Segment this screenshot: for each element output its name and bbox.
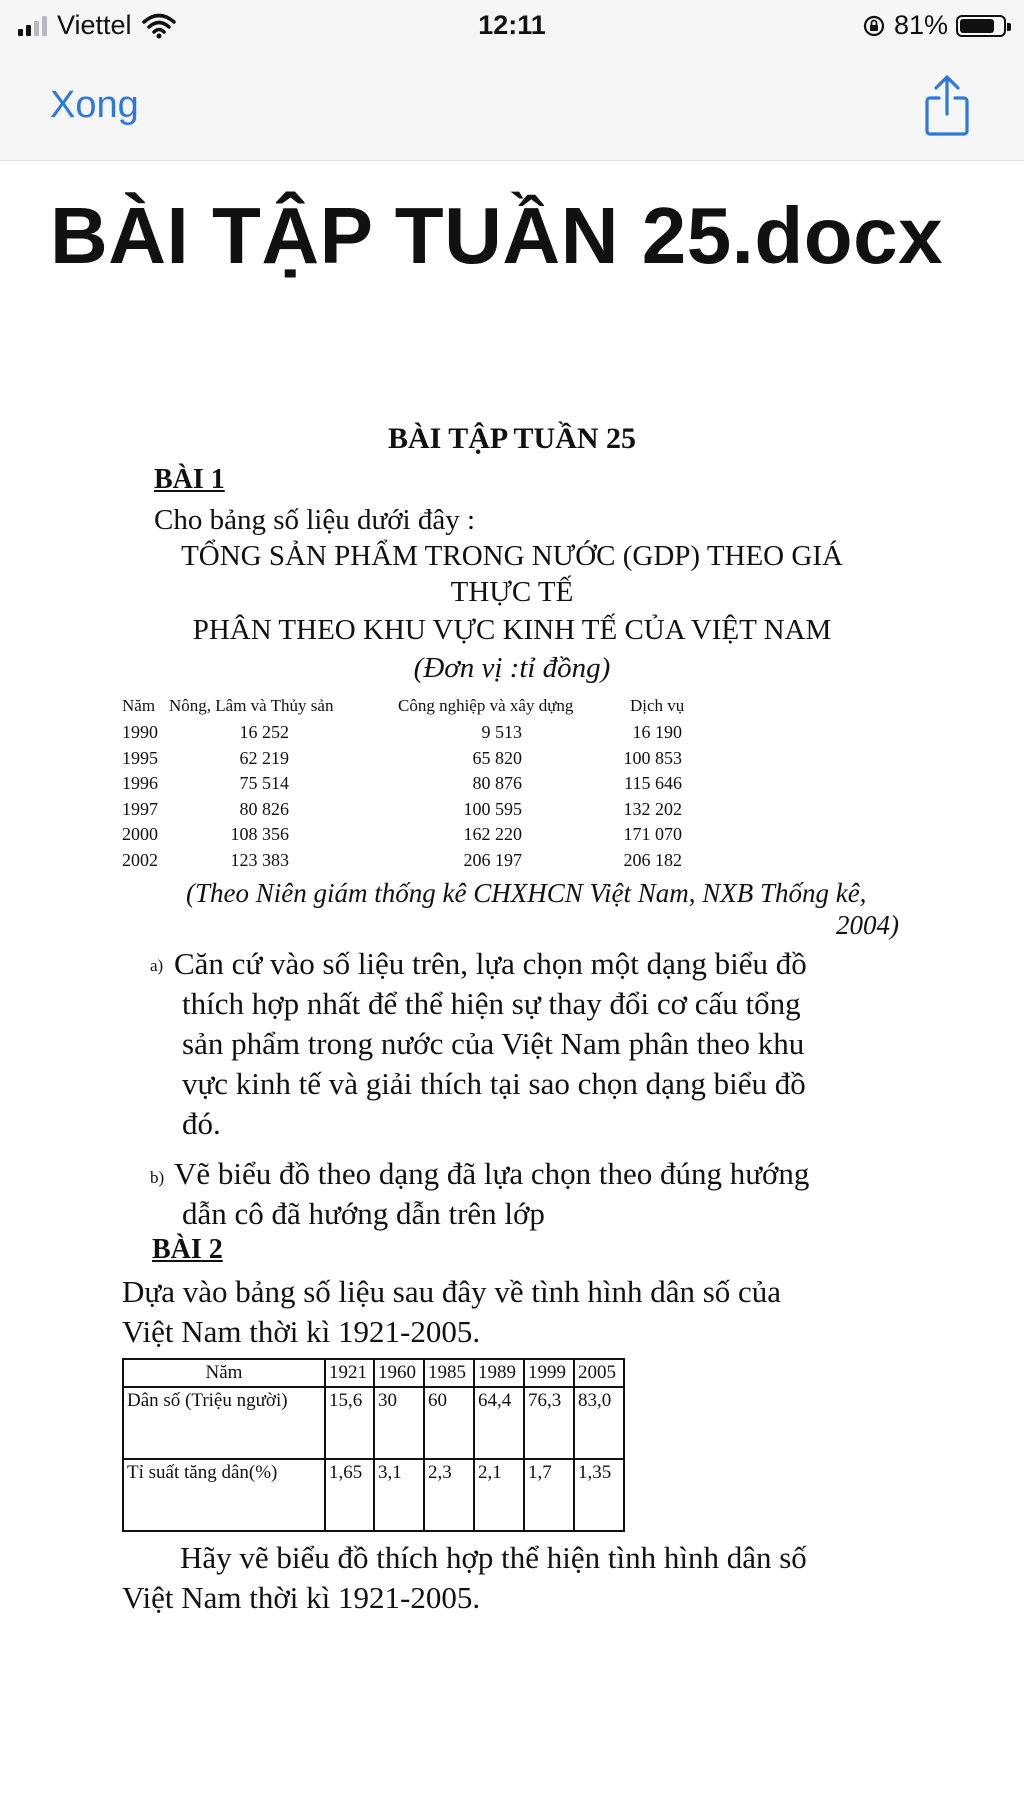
pop-cell: 1,7 <box>524 1459 574 1531</box>
bai1-source-line2: 2004) <box>836 910 899 940</box>
status-bar <box>0 0 1024 54</box>
question-a-line: thích hợp nhất để thể hiện sự thay đổi cơ cấu tổng <box>182 986 801 1021</box>
gdp-table-cell: 115 646 <box>624 773 682 793</box>
question-b-line: dẫn cô đã hướng dẫn trên lớp <box>182 1196 545 1231</box>
bai1-label: BÀI 1 <box>154 464 225 495</box>
question-b-marker: b) <box>150 1168 165 1187</box>
question-a-marker: a) <box>150 956 164 975</box>
gdp-table-cell: 2000 <box>122 824 158 844</box>
pop-year: 1985 <box>424 1359 474 1387</box>
question-a-line: đó. <box>182 1106 221 1141</box>
bai2-label: BÀI 2 <box>152 1234 223 1265</box>
gdp-header-industry: Công nghiệp và xây dựng <box>398 696 574 715</box>
doc-heading: BÀI TẬP TUẦN 25 <box>387 422 637 455</box>
gdp-table-cell: 1997 <box>122 798 158 819</box>
orientation-lock-icon <box>862 14 886 38</box>
bai1-intro: Cho bảng số liệu dưới đây : <box>154 504 476 536</box>
gdp-table-cell: 108 356 <box>230 824 289 844</box>
question-a-line: vực kinh tế và giải thích tại sao chọn dạng biểu đồ <box>182 1066 806 1101</box>
gdp-table-cell: 62 219 <box>239 747 289 768</box>
pop-cell: 1,65 <box>325 1459 374 1531</box>
gdp-table-cell: 1990 <box>122 722 158 742</box>
bai1-table-title-line2: THỰC TẾ <box>450 576 574 608</box>
bai1-unit: (Đơn vị :tỉ đồng) <box>413 652 611 684</box>
status-time: 12:11 <box>478 10 546 40</box>
bai2-task-line1: Hãy vẽ biểu đồ thích hợp thể hiện tình hình dân số <box>180 1540 807 1575</box>
done-button[interactable]: Xong <box>50 84 139 126</box>
pop-cell: 2,1 <box>474 1459 524 1531</box>
bai1-table-title-line1: TỔNG SẢN PHẨM TRONG NƯỚC (GDP) THEO GIÁ <box>181 540 843 572</box>
gdp-table-cell: 162 220 <box>463 824 522 844</box>
battery-percentage: 81% <box>893 10 948 40</box>
pop-cell: 2,3 <box>424 1459 474 1531</box>
question-a-line: Căn cứ vào số liệu trên, lựa chọn một dạng biểu đồ <box>174 946 807 981</box>
pop-year: 1989 <box>474 1359 524 1387</box>
gdp-table-cell: 9 513 <box>481 722 522 742</box>
question-b-line: Vẽ biểu đồ theo dạng đã lựa chọn theo đúng hướng <box>174 1156 810 1191</box>
bai2-intro-line2: Việt Nam thời kì 1921-2005. <box>122 1314 481 1349</box>
pop-cell: 76,3 <box>524 1387 574 1459</box>
pop-cell: 64,4 <box>474 1387 524 1459</box>
pop-row1-label: Dân số (Triệu người) <box>123 1387 325 1459</box>
pop-cell: 1,35 <box>574 1459 624 1531</box>
gdp-table-cell: 206 197 <box>463 849 522 870</box>
navigation-bar <box>0 54 1024 161</box>
gdp-table-cell: 100 853 <box>623 747 682 768</box>
gdp-table-cell: 123 383 <box>230 849 289 870</box>
population-table <box>122 1358 625 1532</box>
pop-cell: 30 <box>374 1387 424 1459</box>
gdp-table-cell: 1996 <box>122 773 158 793</box>
gdp-table-cell: 16 252 <box>239 722 289 742</box>
pop-year: 1921 <box>325 1359 374 1387</box>
pop-cell: 3,1 <box>374 1459 424 1531</box>
gdp-table-cell: 16 190 <box>632 722 682 742</box>
pop-header-label: Năm <box>123 1359 325 1387</box>
bai1-table-title-line3: PHÂN THEO KHU VỰC KINH TẾ CỦA VIỆT NAM <box>192 614 832 646</box>
gdp-table-cell: 65 820 <box>472 747 522 768</box>
table-row <box>123 1459 624 1531</box>
gdp-header-year: Năm <box>122 696 156 715</box>
bai2-intro-line1: Dựa vào bảng số liệu sau đây về tình hình dân số của <box>122 1274 782 1309</box>
bai1-source-line1: (Theo Niên giám thống kê CHXHCN Việt Nam, NXB Thống kê, <box>186 878 867 908</box>
pop-cell: 83,0 <box>574 1387 624 1459</box>
pop-year: 1960 <box>374 1359 424 1387</box>
gdp-table-cell: 80 876 <box>472 773 522 793</box>
gdp-header-services: Dịch vụ <box>630 696 685 715</box>
table-row <box>123 1387 624 1459</box>
pop-cell: 15,6 <box>325 1387 374 1459</box>
document-title: BÀI TẬP TUẦN 25.docx <box>50 191 944 280</box>
carrier-name: Viettel <box>57 10 132 40</box>
gdp-table-cell: 171 070 <box>623 824 682 844</box>
gdp-table-cell: 206 182 <box>623 849 682 870</box>
pop-cell: 60 <box>424 1387 474 1459</box>
gdp-table-cell: 132 202 <box>623 798 682 819</box>
gdp-table-cell: 1995 <box>122 747 158 768</box>
gdp-table-cell: 2002 <box>122 849 158 870</box>
pop-year: 2005 <box>574 1359 624 1387</box>
gdp-header-agriculture: Nông, Lâm và Thủy sản <box>169 696 334 715</box>
table-row <box>123 1359 624 1387</box>
gdp-table-cell: 80 826 <box>239 798 289 819</box>
share-icon[interactable] <box>922 74 972 138</box>
question-a-line: sản phẩm trong nước của Việt Nam phân theo khu <box>182 1026 805 1061</box>
gdp-table-cell: 100 595 <box>463 798 522 819</box>
battery-icon <box>956 15 1006 37</box>
gdp-table-cell: 75 514 <box>239 773 289 793</box>
pop-row2-label: Tỉ suất tăng dân(%) <box>123 1459 325 1531</box>
bai2-task-line2: Việt Nam thời kì 1921-2005. <box>122 1580 481 1615</box>
pop-year: 1999 <box>524 1359 574 1387</box>
